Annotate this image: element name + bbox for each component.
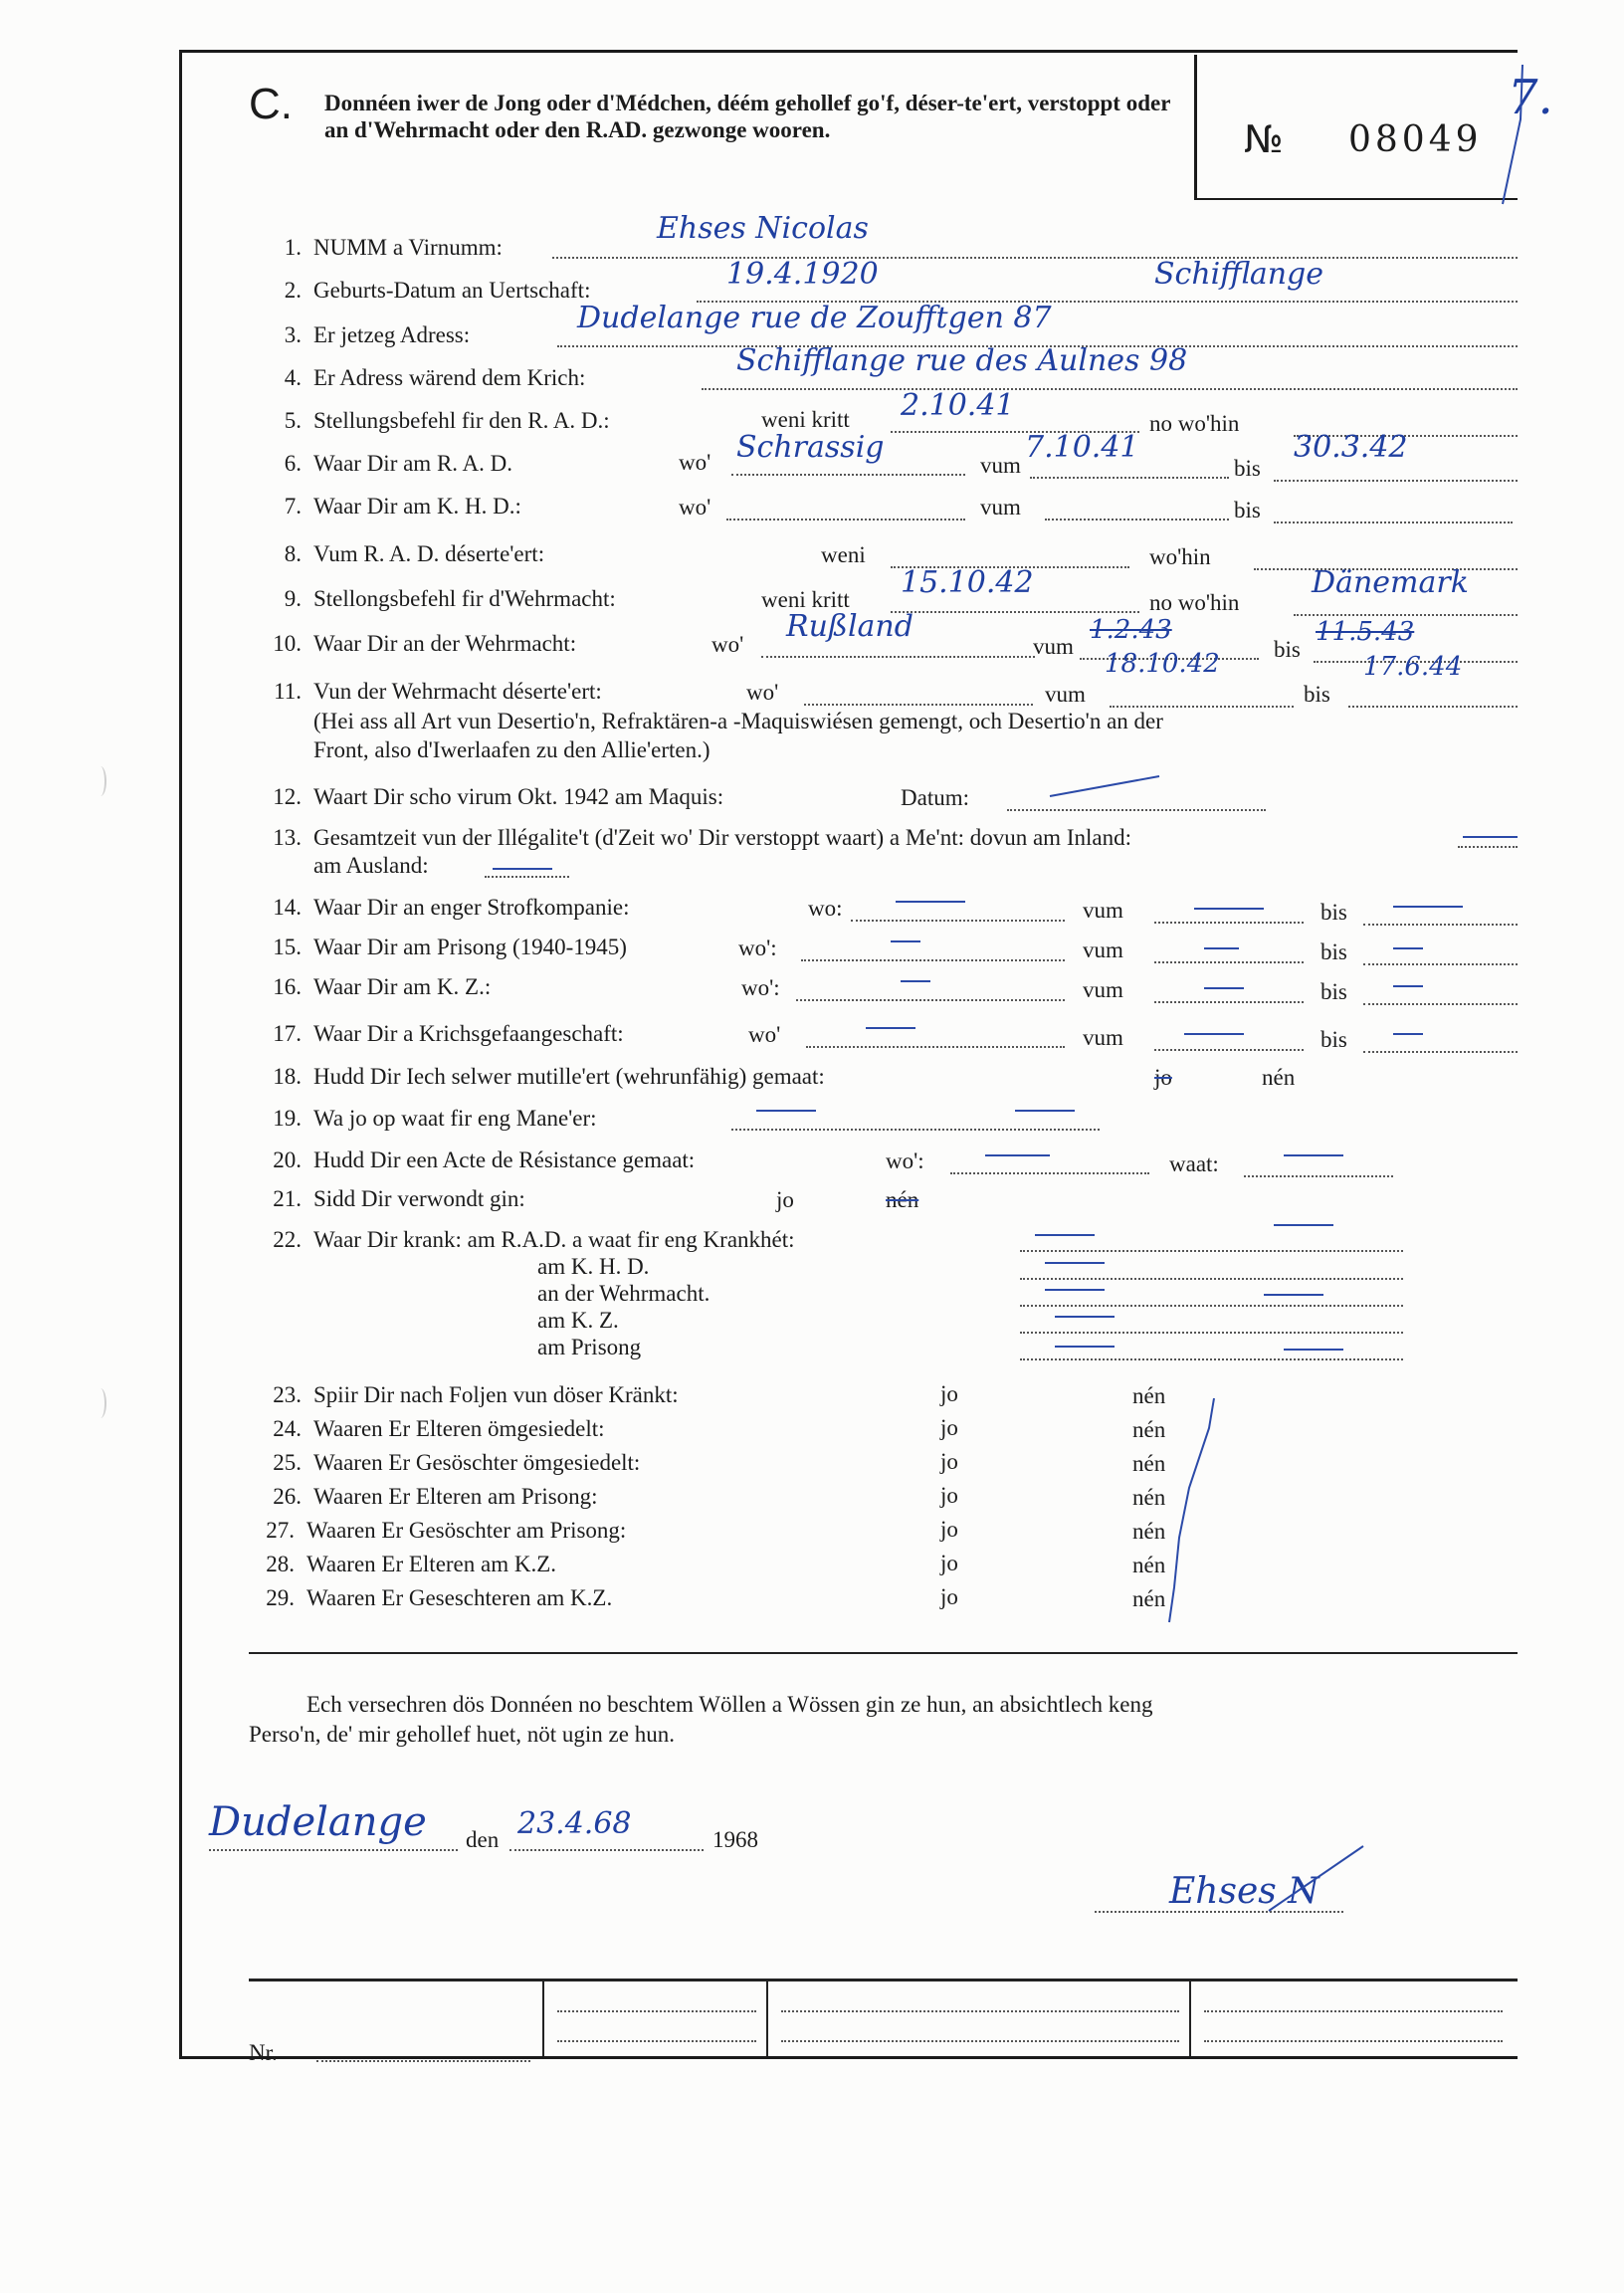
footer-divider [766,1980,768,2056]
nen-option[interactable]: nén [1132,1485,1166,1510]
field-line[interactable] [1007,809,1266,811]
field-line[interactable] [950,1172,1149,1174]
field-number: 16. [273,974,302,999]
handwritten-birth-date: 19.4.1920 [726,257,879,292]
field-line[interactable] [1458,846,1518,848]
signature-flourish-icon [1264,1841,1373,1921]
field-label: Spiir Dir nach Foljen vun döser Kränkt: [313,1382,679,1407]
handwritten-rad-location: Schrassig [736,430,885,465]
nen-option[interactable]: nén [1132,1586,1166,1611]
field-number: 14. [273,895,302,920]
handwritten-wehrmacht-destination: Dänemark [1312,565,1469,600]
field-line[interactable] [1363,1051,1518,1053]
field-line[interactable] [851,920,1065,922]
sub-label-prisong: am Prisong [537,1335,642,1359]
footer-nr-label: Nr. [249,2040,278,2065]
jo-option[interactable]: jo [940,1517,958,1542]
wo-label: wo' [679,450,711,475]
field-row-11 [244,678,602,706]
field-line[interactable] [1020,1358,1403,1360]
nen-option[interactable]: nén [1132,1383,1166,1408]
footer-field-line[interactable] [557,2040,756,2042]
header-divider [1194,55,1197,200]
field-line[interactable] [1045,519,1229,521]
corner-handwritten-mark: 7. [1508,70,1553,125]
field-label: Geburts-Datum an Uertschaft: [313,278,591,303]
field-line[interactable] [1154,1049,1304,1051]
handwritten-rad-order-date: 2.10.41 [901,388,1015,423]
vum-label: vum [980,495,1021,520]
handwritten-wehrmacht-from: 18.10.42 [1105,649,1220,679]
handwritten-rad-from: 7.10.41 [1025,430,1139,465]
field-line[interactable] [1020,1278,1403,1280]
document-number: 08049 [1348,119,1483,160]
dash-mark [901,980,930,982]
declaration-line-1: Ech versechren dös Donnéen no beschtem Wöllen a Wössen gin ze hun, an absichtlech keng [306,1692,1153,1717]
date-line[interactable] [509,1849,704,1851]
dash-mark [1463,836,1518,838]
place-line[interactable] [209,1849,458,1851]
field-number: 26. [273,1484,302,1509]
wohin-label: wo'hin [1149,544,1211,569]
field-number: 6. [284,451,302,476]
struck-wehrmacht-until: 11.5.43 [1316,617,1415,647]
field-label: Waar Dir an der Wehrmacht: [313,631,577,656]
nowohin-label: no wo'hin [1149,590,1240,615]
nen-option[interactable]: nén [1132,1553,1166,1577]
field-label: Waar Dir am K. H. D.: [313,494,521,519]
field-row-7 [244,493,521,521]
footer-divider [1189,1980,1191,2056]
footer-field-line[interactable] [1204,2040,1503,2042]
jo-option[interactable]: jo [940,1381,958,1406]
field-label: Waar Dir an enger Strofkompanie: [313,895,630,920]
year-label: 1968 [712,1827,758,1852]
field-line[interactable] [1020,1305,1403,1307]
field-number: 9. [284,586,302,611]
field-line[interactable] [485,876,569,878]
field-number: 13. [273,825,302,850]
field-line[interactable] [552,257,1518,259]
bis-label: bis [1320,900,1347,925]
jo-option[interactable]: jo [940,1483,958,1508]
field-number: 15. [273,935,302,959]
field-number: 12. [273,784,302,809]
field-number: 1. [284,235,302,260]
handwritten-rad-until: 30.3.42 [1294,430,1408,465]
nr-line[interactable] [316,2060,530,2062]
field-number: 24. [273,1416,302,1441]
field-label: Waart Dir scho virum Okt. 1942 am Maquis: [313,784,724,809]
field-label: Waaren Er Geseschteren am K.Z. [306,1585,613,1610]
field-label: Waar Dir krank: am R.A.D. a waat fir eng Krankhét: [313,1227,795,1252]
field-number: 3. [284,322,302,347]
struck-wehrmacht-from: 1.2.43 [1090,615,1172,645]
field-line[interactable] [1294,614,1518,616]
field-label: Waaren Er Elteren am Prisong: [313,1484,598,1509]
jo-option[interactable]: jo [940,1584,958,1609]
nowohin-label: no wo'hin [1149,411,1240,436]
declaration-line-2: Perso'n, de' mir gehollef huet, nöt ugin ze hun. [249,1722,675,1747]
field-row-18 [244,1063,825,1091]
dash-mark [756,1110,816,1112]
field-label: NUMM a Virnumm: [313,235,503,260]
dash-mark [1194,908,1264,910]
field-row-13 [244,824,1131,852]
field-row-22 [244,1226,795,1254]
field-number: 17. [273,1021,302,1046]
waat-label: waat: [1169,1151,1219,1176]
field-number: 20. [273,1147,302,1172]
dash-mark [1184,1033,1244,1035]
yesno-row-28 [237,1551,556,1578]
handwritten-name: Ehses Nicolas [657,211,869,246]
jo-option[interactable]: jo [940,1449,958,1474]
field-line[interactable] [761,656,1035,658]
dash-mark [1015,1110,1075,1112]
field-line[interactable] [731,474,965,476]
field-row-12 [244,783,723,811]
field-line[interactable] [1154,961,1304,963]
handwritten-war-address: Schifflange rue des Aulnes 98 [736,343,1188,378]
vum-label: vum [1033,634,1074,659]
nen-option[interactable]: nén [1132,1417,1166,1442]
field-row-4 [244,364,585,392]
field-number: 10. [273,631,302,656]
field-row-16 [244,973,491,1001]
datum-label: Datum: [901,785,969,810]
field-number: 29. [266,1585,295,1610]
sub-label-kz: am K. Z. [537,1308,619,1333]
field-number: 21. [273,1186,302,1211]
field-row-19 [244,1105,597,1133]
handwritten-sign-date: 23.4.68 [517,1806,632,1841]
punch-hole-mark [95,766,106,796]
field-row-15 [244,934,627,961]
corner-stroke-icon [1473,60,1532,209]
field-number: 11. [274,679,302,704]
field-label: Stellungsbefehl fir den R. A. D.: [313,408,610,433]
field-number: 19. [273,1106,302,1131]
field-number: 4. [284,365,302,390]
dash-mark [493,868,552,870]
field-row-17 [244,1020,624,1048]
dash-mark [866,1027,915,1029]
dash-mark [1393,947,1423,949]
field-row-20 [244,1146,695,1174]
bis-label: bis [1320,939,1347,964]
field-line[interactable] [726,519,965,521]
field-row-3 [244,321,470,349]
footer-field-line[interactable] [557,2010,756,2012]
field-line[interactable] [1154,1001,1304,1003]
dash-mark [1035,1234,1095,1236]
header-number-underline [1197,198,1518,200]
form-title: Donnéen iwer de Jong oder d'Médchen, déém gehollef go'f, déser-te'ert, verstoppt oder an d'Wehrmacht oder den R.AD. gezwonge wooren. [324,91,1171,142]
field-number: 23. [273,1382,302,1407]
field-number: 22. [273,1227,302,1252]
wo-label: wo' [711,632,744,657]
dash-mark [891,940,920,942]
field-label: Waaren Er Gesöschter am Prisong: [306,1518,627,1543]
dash-mark [1284,1154,1343,1156]
jo-option[interactable]: jo [776,1187,794,1212]
field-line[interactable] [1348,706,1518,708]
field-label: Waar Dir am K. Z.: [313,974,492,999]
field-number: 5. [284,408,302,433]
dash-mark [896,901,965,903]
nen-option[interactable]: nén [1132,1519,1166,1544]
dash-mark [1204,947,1239,949]
jo-option-struck[interactable]: jo [1154,1065,1172,1090]
bis-label: bis [1234,498,1261,522]
field-row-21 [244,1185,525,1213]
footer-top-line [249,1979,1518,1981]
field-row-9 [244,585,616,613]
nen-selection-stroke-icon [1105,1388,1224,1627]
field-label: Waaren Er Elteren am K.Z. [306,1552,557,1576]
handwritten-sign-place: Dudelange [209,1799,427,1845]
handwritten-signature: Ehses N [1169,1871,1320,1912]
field-label: Sidd Dir verwondt gin: [313,1186,525,1211]
punch-hole-mark [95,1388,106,1418]
section-separator [249,1652,1518,1654]
field-label: Waaren Er Elteren ömgesiedelt: [313,1416,605,1441]
dash-mark [1045,1289,1105,1291]
field-number: 27. [266,1518,295,1543]
section-letter: C. [249,80,293,128]
dash-mark [1204,987,1244,989]
bis-label: bis [1320,979,1347,1004]
field-line[interactable] [731,1129,1100,1131]
weni-label: weni kritt [761,407,850,432]
sub-label-khd: am K. H. D. [537,1254,650,1279]
jo-option[interactable]: jo [940,1551,958,1575]
field-line[interactable] [804,704,1033,706]
field-line[interactable] [1020,1332,1403,1334]
dash-mark [1045,1262,1105,1264]
handwritten-wehrmacht-order-date: 15.10.42 [901,565,1034,600]
yesno-row-26 [244,1483,598,1511]
wo-label: wo' [679,495,711,520]
desertion-note-line-1: (Hei ass all Art vun Desertio'n, Refraktären-a -Maquiswiésen gemengt, och Desertio'n an der [313,709,1163,733]
dash-mark [1284,1349,1343,1351]
handwritten-wehrmacht-until: 17.6.44 [1363,652,1463,682]
dash-mark [1393,985,1423,987]
bis-label: bis [1320,1027,1347,1052]
field-line[interactable] [796,999,1065,1001]
footer-divider [542,1980,544,2056]
dash-mark [1274,1224,1333,1226]
wo-label: wo: [808,896,843,921]
yesno-row-25 [244,1449,640,1477]
wo-label: wo' [746,680,779,705]
vum-label: vum [980,453,1021,478]
vum-label: vum [1083,938,1123,962]
field-line[interactable] [1363,1003,1518,1005]
dash-mark [1264,1294,1323,1296]
yesno-row-27 [237,1517,626,1545]
field-number: 18. [273,1064,302,1089]
bis-label: bis [1234,456,1261,481]
vum-label: vum [1083,1025,1123,1050]
field-line[interactable] [1154,922,1304,924]
handwritten-birth-place: Schifflange [1154,257,1324,292]
wo-label: wo': [741,975,780,1000]
vum-label: vum [1083,898,1123,923]
field-label: Er Adress wärend dem Krich: [313,365,586,390]
bis-label: bis [1274,637,1301,662]
sub-label-wehrmacht: an der Wehrmacht. [537,1281,710,1306]
dash-mark [985,1154,1050,1156]
vum-label: vum [1083,977,1123,1002]
field-label: Vum R. A. D. déserte'ert: [313,541,545,566]
field-row-10 [244,630,576,658]
field-line[interactable] [1274,480,1518,482]
field-row-8 [244,540,544,568]
yesno-row-23 [244,1381,679,1409]
field-label: Gesamtzeit vun der Illégalite't (d'Zeit wo' Dir verstoppt waart) a Me'nt: dovun am Inland: [313,825,1131,850]
wo-label: wo' [748,1022,781,1047]
field-number: 25. [273,1450,302,1475]
dash-mark [1393,906,1463,908]
jo-option[interactable]: jo [940,1415,958,1440]
weni-label: weni kritt [761,587,850,612]
field-label: Vun der Wehrmacht déserte'ert: [313,679,602,704]
field-line[interactable] [1020,1250,1403,1252]
field-label: Hudd Dir een Acte de Résistance gemaat: [313,1147,696,1172]
nen-option[interactable]: nén [1132,1451,1166,1476]
field-label: Wa jo op waat fir eng Mane'er: [313,1106,597,1131]
field-line[interactable] [1030,477,1229,479]
nen-option-struck[interactable]: nén [886,1187,919,1212]
footer-field-line[interactable] [781,2010,1179,2012]
field-label: Hudd Dir Iech selwer mutille'ert (wehrunfähig) gemaat: [313,1064,825,1089]
number-sign: № [1244,117,1284,161]
field-number: 2. [284,278,302,303]
weni-label: weni [821,542,866,567]
field-label: Waar Dir am R. A. D. [313,451,512,476]
field-row-14 [244,894,629,922]
field-line[interactable] [801,959,1065,961]
field-line[interactable] [702,388,1518,390]
handwritten-wehrmacht-location: Rußland [786,609,914,644]
field-line[interactable] [1274,521,1513,523]
field-line[interactable] [1363,924,1518,926]
nen-option[interactable]: nén [1262,1065,1296,1090]
field-label: Waar Dir a Krichsgefaangeschaft: [313,1021,624,1046]
field-line[interactable] [806,1046,1065,1048]
field-row-6 [244,450,512,478]
field-label: Stellongsbefehl fir d'Wehrmacht: [313,586,616,611]
field-number: 8. [284,541,302,566]
field-line[interactable] [1244,1175,1393,1177]
field-number: 28. [266,1552,295,1576]
field-row-5 [244,407,610,435]
form-frame-bottom [179,2056,1518,2059]
field-label: Er jetzeg Adress: [313,322,471,347]
dash-mark [1393,1033,1423,1035]
field-line[interactable] [1110,706,1294,708]
field-label: Waaren Er Gesöschter ömgesiedelt: [313,1450,641,1475]
yesno-row-29 [237,1584,612,1612]
dash-mark [1055,1346,1115,1348]
ausland-label: am Ausland: [313,853,429,878]
desertion-note-line-2: Front, also d'Iwerlaafen zu den Allie'erten.) [313,737,710,762]
den-label: den [466,1827,500,1852]
footer-field-line[interactable] [1204,2010,1503,2012]
wo-label: wo': [738,936,777,960]
vum-label: vum [1045,682,1086,707]
yesno-row-24 [244,1415,605,1443]
dash-mark [1055,1316,1115,1318]
handwritten-current-address: Dudelange rue de Zoufftgen 87 [577,301,1052,335]
bis-label: bis [1304,682,1330,707]
field-label: Waar Dir am Prisong (1940-1945) [313,935,627,959]
dash-stroke-icon [1045,771,1164,801]
field-line[interactable] [891,611,1139,613]
field-line[interactable] [1363,963,1518,965]
field-row-2 [244,277,590,305]
wo-label: wo': [886,1148,924,1173]
footer-field-line[interactable] [781,2040,1179,2042]
field-number: 7. [284,494,302,519]
field-row-1 [244,234,503,262]
